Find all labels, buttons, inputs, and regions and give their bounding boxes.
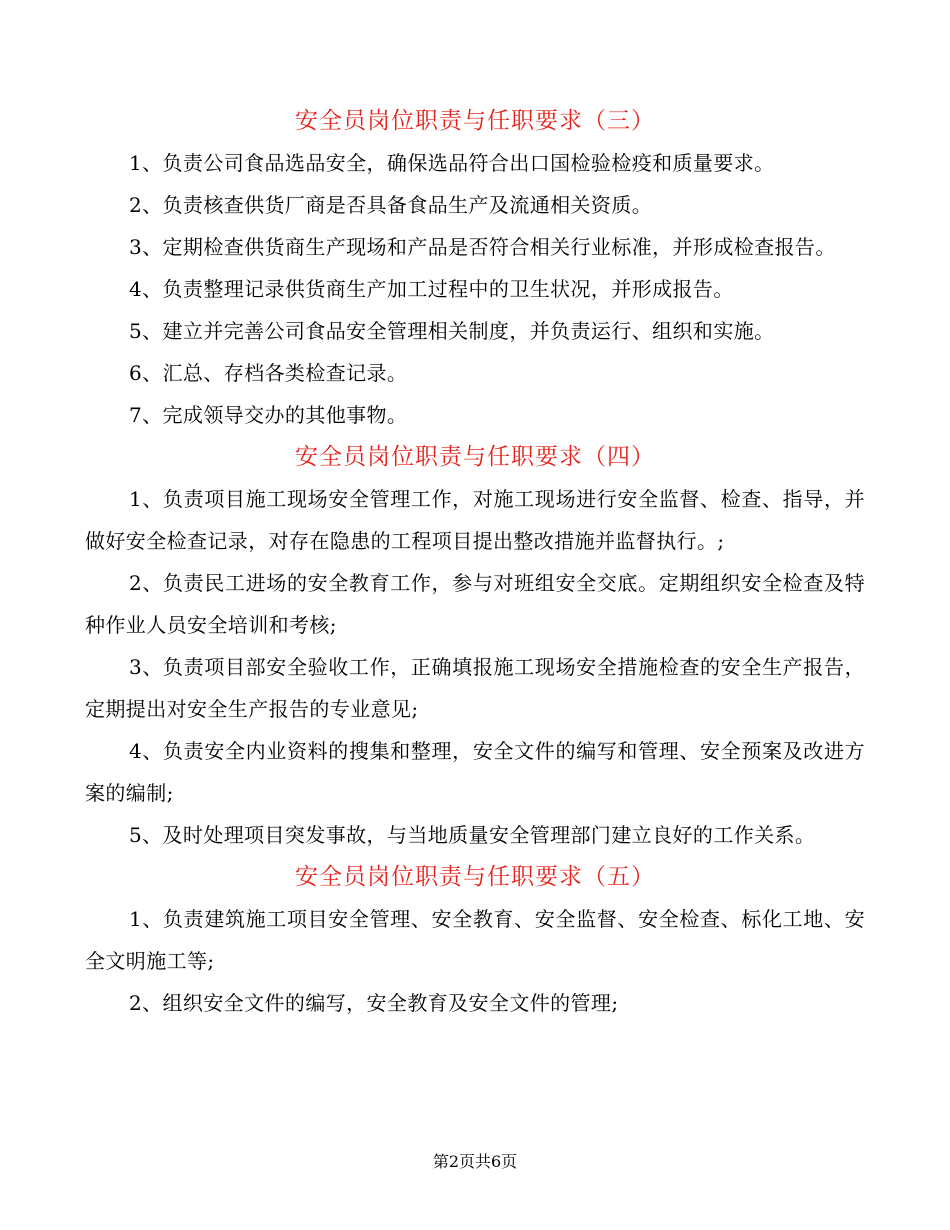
document-page [85, 100, 865, 1024]
paragraph: 5、建立并完善公司食品安全管理相关制度，并负责运行、组织和实施。 [129, 319, 775, 343]
section-title: 安全员岗位职责与任职要求（三） [295, 108, 655, 134]
paragraph: 2、负责核查供货厂商是否具备食品生产及流通相关资质。 [129, 193, 653, 217]
paragraph: 3、定期检查供货商生产现场和产品是否符合相关行业标准，并形成检查报告。 [129, 235, 836, 259]
paragraph: 1、负责项目施工现场安全管理工作，对施工现场进行安全监督、检查、指导，并做好安全检查记录，对存在隐患的工程项目提出整改措施并监督执行。; [85, 487, 865, 553]
paragraph: 2、组织安全文件的编写，安全教育及安全文件的管理; [129, 991, 619, 1015]
paragraph: 2、负责民工进场的安全教育工作，参与对班组安全交底。定期组织安全检查及特种作业人员安全培训和考核; [85, 571, 865, 637]
section-3 [85, 100, 865, 436]
paragraph: 3、负责项目部安全验收工作，正确填报施工现场安全措施检查的安全生产报告，定期提出对安全生产报告的专业意见; [85, 655, 865, 721]
paragraph: 7、完成领导交办的其他事物。 [129, 403, 408, 427]
paragraph: 4、负责安全内业资料的搜集和整理，安全文件的编写和管理、安全预案及改进方案的编制; [85, 739, 865, 805]
paragraph: 5、及时处理项目突发事故，与当地质量安全管理部门建立良好的工作关系。 [129, 823, 816, 847]
paragraph: 4、负责整理记录供货商生产加工过程中的卫生状况，并形成报告。 [129, 277, 734, 301]
section-5 [85, 856, 865, 1024]
section-title: 安全员岗位职责与任职要求（五） [295, 864, 655, 890]
paragraph: 1、负责公司食品选品安全，确保选品符合出口国检验检疫和质量要求。 [129, 151, 775, 175]
section-title: 安全员岗位职责与任职要求（四） [295, 444, 655, 470]
page-number-footer: 第2页共6页 [432, 1152, 518, 1171]
section-4 [85, 436, 865, 856]
paragraph: 1、负责建筑施工项目安全管理、安全教育、安全监督、安全检查、标化工地、安全文明施工等; [85, 907, 865, 973]
paragraph: 6、汇总、存档各类检查记录。 [129, 361, 408, 385]
